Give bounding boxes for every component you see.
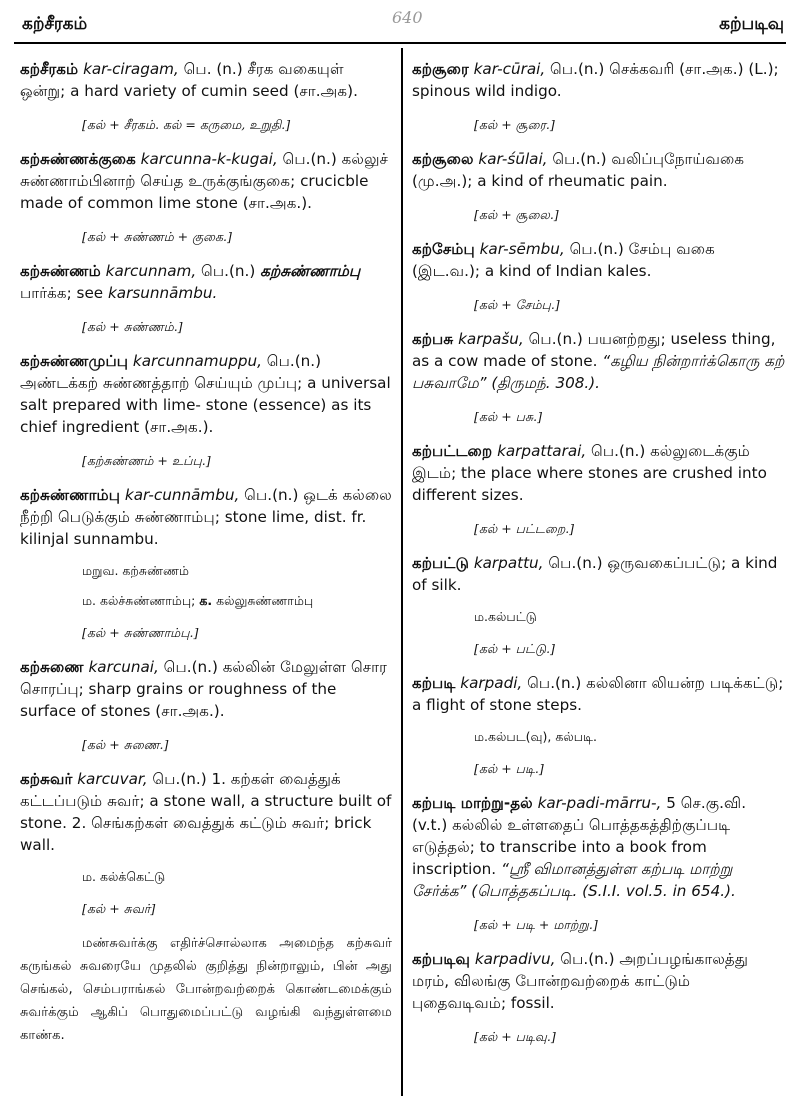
etymology: [கல் + படி + மாற்று.] xyxy=(474,917,598,932)
page-number: 640 xyxy=(392,8,423,27)
entry xyxy=(412,58,786,102)
headword: கற்சேம்பு xyxy=(412,240,475,258)
entry xyxy=(20,58,392,102)
transliteration: kar-cunnāmbu, xyxy=(124,486,240,504)
etymology: [கல் + சேம்பு.] xyxy=(474,297,560,312)
cross-reference: கற்சுண்ணாம்பு xyxy=(260,262,361,280)
definition: பெ.(n.) ஒருவகைப்பட்டு; a kind of silk. xyxy=(412,554,778,594)
transliteration: karpadivu, xyxy=(474,950,556,968)
cognates: ம. கல்க்கெட்டு xyxy=(82,869,166,884)
entry xyxy=(20,484,392,550)
transliteration: karcunnamuppu, xyxy=(132,352,262,370)
right-column xyxy=(412,58,786,1046)
quotation: “ஸ்ரீ விமானத்துள்ள கற்படி மாற்று சேர்க்க” xyxy=(412,860,733,900)
definition: பெ. (n.) சீரக வகையுள் ஒன்று; a hard variety of cumin seed (சா.அக). xyxy=(20,60,358,100)
etymology: [கல் + சுண்ணாம்பு.] xyxy=(82,625,199,640)
etymology: [கல் + சுவர்] xyxy=(82,901,156,916)
entry xyxy=(412,148,786,192)
headword: கற்சுண்ணமுப்பு xyxy=(20,352,129,370)
headword: கற்சூரை xyxy=(412,60,469,78)
cognate-kannada-label: க. xyxy=(199,593,213,608)
headword: கற்சுவர் xyxy=(20,770,73,788)
headword: கற்சுணை xyxy=(20,658,84,676)
definition: பெ.(n.) ஒடக் கல்லை நீற்றி பெடுக்கும் சுண்ணாம்பு; stone lime, dist. fr. kilinjal sunnambu. xyxy=(20,486,392,548)
cognate-malayalam: ம. கல்ச்சுண்ணாம்பு; xyxy=(82,593,200,608)
cognate-kannada: கல்லுசுண்ணாம்பு xyxy=(212,593,314,608)
entry xyxy=(412,238,786,282)
transliteration: karcuvar, xyxy=(77,770,148,788)
headword: கற்படி மாற்று-தல் xyxy=(412,794,533,812)
etymology: [கல் + சுண்ணம் + குகை.] xyxy=(82,229,232,244)
definition: பெ.(n.) வலிப்புநோய்வகை (மு.அ.); a kind of rheumatic pain. xyxy=(412,150,745,190)
transliteration: kar-śūlai, xyxy=(478,150,548,168)
usage-note: மண்சுவர்க்கு எதிர்ச்சொல்லாக அமைந்த கற்சுவர் கருங்கல் சுவரையே முதலில் குறித்து நின்றாலும், பின் அது செங்கல், செம்பராங்கல் போன்றவற்றைக் கொண்டமைக்கும் சுவர்க்கும் ஆகிப் பொதுமைப்பட்டு வழங்கி வந்துள்ளமை காண்க. xyxy=(20,936,392,1043)
transliteration: karpadi, xyxy=(460,674,523,692)
etymology: [கல் + சுண்ணம்.] xyxy=(82,319,183,334)
transliteration: karpattarai, xyxy=(497,442,587,460)
entry xyxy=(20,148,392,214)
definition: பெ.(n.) சேம்பு வகை (இட.வ.); a kind of Indian kales. xyxy=(412,240,715,280)
definition: பெ.(n.) செக்கவரி (சா.அக.) (L.); spinous wild indigo. xyxy=(412,60,779,100)
etymology: [கல் + சுணை.] xyxy=(82,737,169,752)
headword: கற்படி xyxy=(412,674,456,692)
running-head-right: கற்படிவு xyxy=(719,14,784,34)
definition: பெ.(n.) கல்லுடைக்கும் இடம்; the place where stones are crushed into different sizes. xyxy=(412,442,767,504)
definition: பெ.(n.) கல்லின் மேலுள்ள சொர சொரப்பு; sharp grains or roughness of the surface of stones (சா.அக.). xyxy=(20,658,387,720)
entry xyxy=(20,260,392,304)
synonym-note: மறுவ. கற்சுண்ணம் xyxy=(82,563,189,578)
transliteration: kar-cūrai, xyxy=(473,60,546,78)
column-divider xyxy=(401,48,403,1096)
etymology: [கல் + சூரை.] xyxy=(474,117,555,132)
headword: கற்சுண்ணம் xyxy=(20,262,101,280)
etymology: [கல் + சீரகம். கல் = கருமை, உறுதி.] xyxy=(82,117,291,132)
cognates: ம.கல்பட்டு xyxy=(474,609,537,624)
definition: பார்க்க; see xyxy=(20,284,108,302)
etymology: [கல் + படி.] xyxy=(474,761,544,776)
cognates xyxy=(82,592,392,610)
cognates: ம.கல்பட(வு), கல்படி. xyxy=(474,729,597,744)
entry xyxy=(412,948,786,1014)
header-rule xyxy=(14,42,786,44)
definition: பெ.(n.) xyxy=(196,262,261,280)
entry xyxy=(412,672,786,716)
etymology: [கல் + படிவு.] xyxy=(474,1029,556,1044)
entry xyxy=(412,792,786,902)
headword: கற்பட்டறை xyxy=(412,442,493,460)
transliteration: karcunnam, xyxy=(105,262,197,280)
etymology: [கற்சுண்ணம் + உப்பு.] xyxy=(82,453,211,468)
entry xyxy=(20,350,392,438)
transliteration: karcunai, xyxy=(88,658,159,676)
transliteration: karpašu, xyxy=(458,330,524,348)
source: (பொத்தகப்படி. (S.I.I. vol.5. in 654.). xyxy=(466,882,736,900)
transliteration: kar-ciragam, xyxy=(83,60,179,78)
entry xyxy=(20,656,392,722)
entry xyxy=(412,552,786,596)
page-header xyxy=(22,8,784,42)
headword: கற்சீரகம் xyxy=(20,60,79,78)
definition: பெ.(n.) அறப்பழங்காலத்து மரம், விலங்கு போன்றவற்றைக் காட்டும் புதைவடிவம்; fossil. xyxy=(412,950,748,1012)
transliteration: karpattu, xyxy=(473,554,544,572)
definition: பெ.(n.) 1. கற்கள் வைத்துக் கட்டப்படும் சுவர்; a stone wall, a structure built of stone. 2. செங்கற்கள் வைத்துக் கட்டும் சுவர்; brick wall. xyxy=(20,770,392,854)
definition: பெ.(n.) பயனற்றது; useless thing, as a cow made of stone. xyxy=(412,330,776,370)
definition: பெ.(n.) அண்டக்கற் சுண்ணத்தாற் செய்யும் முப்பு; a universal salt prepared with lime- stone (essence) as its chief ingredient (சா.அக.). xyxy=(20,352,391,436)
etymology: [கல் + பசு.] xyxy=(474,409,542,424)
etymology: [கல் + சூலை.] xyxy=(474,207,559,222)
headword: கற்சூலை xyxy=(412,150,474,168)
etymology: [கல் + பட்டு.] xyxy=(474,641,555,656)
headword: கற்படிவு xyxy=(412,950,470,968)
definition: பெ.(n.) கல்லுச் சுண்ணாம்பினாற் செய்த உருக்குங்குகை; crucicble made of common lime stone (சா.அக.). xyxy=(20,150,389,212)
headword: கற்பட்டு xyxy=(412,554,469,572)
running-head-left: கற்சீரகம் xyxy=(22,14,88,34)
quotation: “கழிய நின்றார்க்கொரு கற் பசுவாமே” (திருமந். 308.). xyxy=(412,352,785,392)
definition: பெ.(n.) கல்லினா லியன்ற படிக்கட்டு; a flight of stone steps. xyxy=(412,674,784,714)
transliteration: kar-padi-mārru-, xyxy=(537,794,662,812)
see-transliteration: karsunnāmbu. xyxy=(107,284,218,302)
left-column xyxy=(20,58,392,1047)
etymology: [கல் + பட்டறை.] xyxy=(474,521,575,536)
headword: கற்சுண்ணாம்பு xyxy=(20,486,121,504)
entry xyxy=(412,328,786,394)
transliteration: kar-sēmbu, xyxy=(479,240,565,258)
headword: கற்சுண்ணக்குகை xyxy=(20,150,136,168)
definition: 5 செ.கு.வி. (v.t.) கல்லில் உள்ளதைப் பொத்தகத்திற்குப்படி எடுத்தல்; to transcribe into a book from inscription. xyxy=(412,794,747,878)
entry xyxy=(412,440,786,506)
headword: கற்பசு xyxy=(412,330,454,348)
transliteration: karcunna-k-kugai, xyxy=(140,150,278,168)
entry xyxy=(20,768,392,856)
